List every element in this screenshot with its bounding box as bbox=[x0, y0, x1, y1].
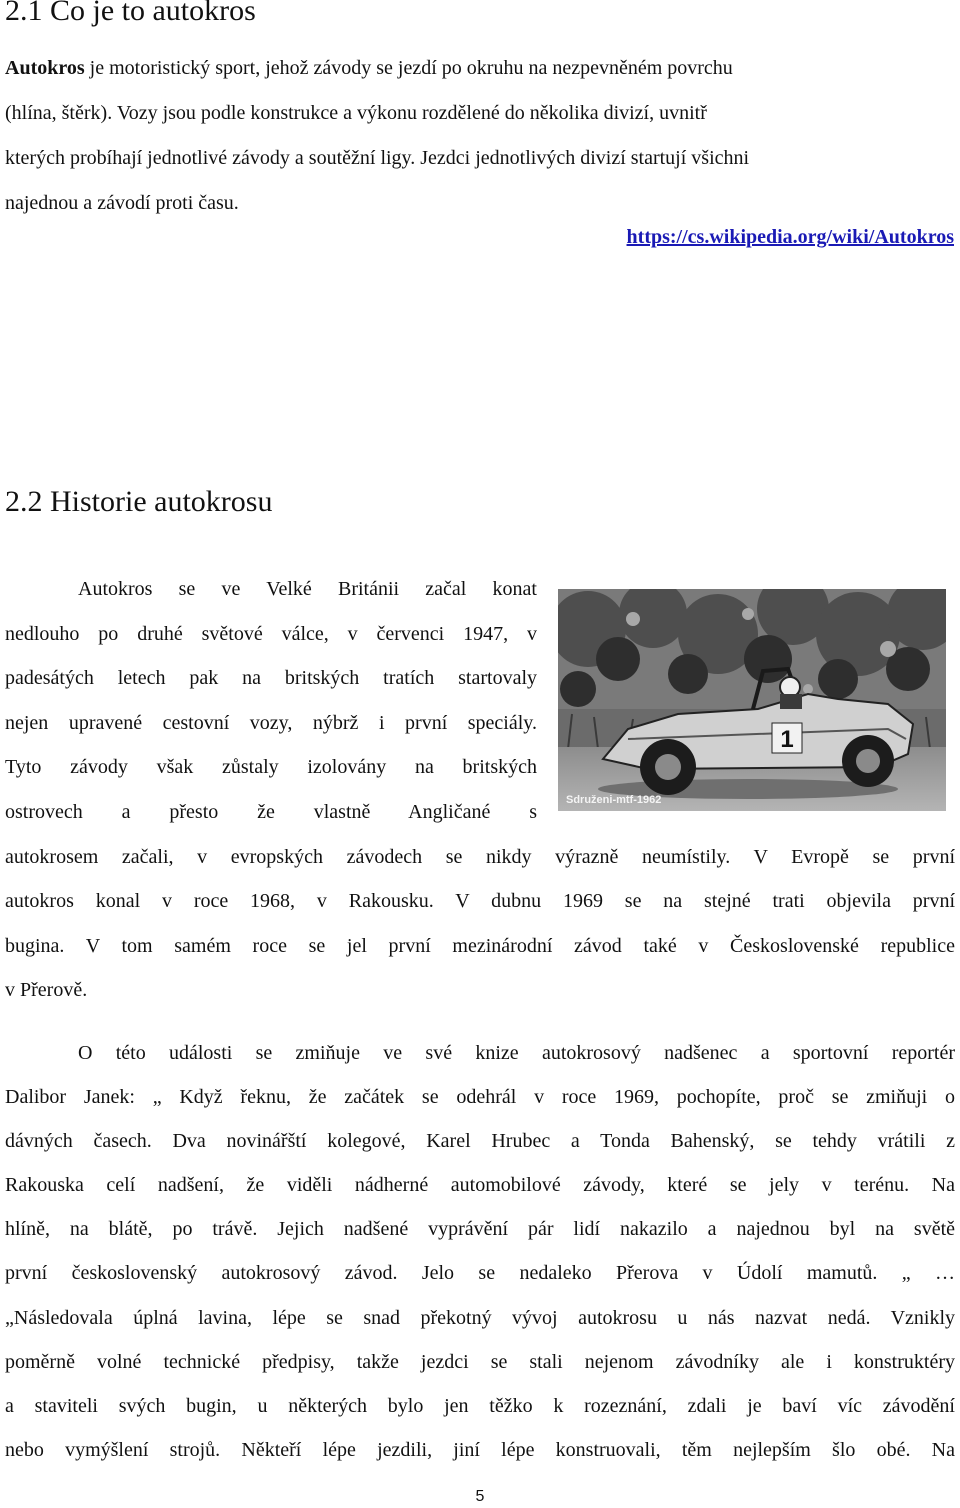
intro-paragraph bbox=[5, 46, 955, 226]
intro-line-4: najednou a závodí proti času. bbox=[5, 192, 239, 214]
text-line: nebo vymýšlení strojů. Někteří lépe jezdili, jiní lépe konstruovali, těm nejlepším šlo obé. Na bbox=[5, 1438, 955, 1461]
text-line: Rakouska celí nadšení, že viděli nádherné automobilové závody, které se jely v terénu. Na bbox=[5, 1174, 955, 1197]
text-line: autokros konal v roce 1968, v Rakousku. V dubnu 1969 se na stejné trati objevila první bbox=[5, 890, 955, 913]
buggy-race-photo bbox=[558, 589, 946, 811]
history-paragraph-2 bbox=[5, 1031, 955, 1472]
wikipedia-source-link[interactable]: https://cs.wikipedia.org/wiki/Autokros bbox=[626, 226, 954, 248]
section-title-history: 2.2 Historie autokrosu bbox=[5, 485, 273, 518]
intro-line-2: (hlína, štěrk). Vozy jsou podle konstrukce a výkonu rozdělené do několika divizí, uvnitř bbox=[5, 102, 707, 124]
race-number: 1 bbox=[780, 726, 794, 753]
term-autokros: Autokros bbox=[5, 57, 85, 79]
text-line: nedlouho po druhé světové válce, v červenci 1947, v bbox=[5, 622, 537, 645]
text-line: první československý autokrosový závod. Jelo se nedaleko Přerova v Údolí mamutů. „ … bbox=[5, 1262, 955, 1285]
text-line: autokrosem začali, v evropských závodech se nikdy výrazně neumístily. V Evropě se první bbox=[5, 845, 955, 868]
intro-line-3: kterých probíhají jednotlivé závody a soutěžní ligy. Jezdci jednotlivých divizí startují všichni bbox=[5, 147, 750, 169]
text-line: poměrně volné technické předpisy, takže jezdci se stali nejenom závodníky ale i konstruktéry bbox=[5, 1350, 955, 1373]
text-line: ostrovech a přesto že vlastně Angličané s bbox=[5, 800, 537, 823]
text-line: bugina. V tom samém roce se jel první mezinárodní závod také v Československé republice bbox=[5, 934, 955, 957]
text-line: O této události se zmiňuje ve své knize autokrosový nadšenec a sportovní reportér bbox=[78, 1042, 955, 1064]
page-number: 5 bbox=[475, 1488, 485, 1505]
buggy-photo-drawing bbox=[558, 589, 946, 811]
text-line: a staviteli svých bugin, u některých bylo jen těžko k rozeznání, zdali je baví víc závodění bbox=[5, 1394, 955, 1417]
photo-watermark: Sdruženi-mtf-1962 bbox=[566, 794, 662, 806]
text-line: Tyto závody však zůstaly izolovány na britských bbox=[5, 756, 537, 779]
text-line: Autokros se ve Velké Británii začal konat bbox=[78, 578, 537, 600]
text-line: „Následovala úplná lavina, lépe se snad překotný vývoj autokrosu u nás nazvat nedá. Vznikly bbox=[5, 1306, 955, 1329]
intro-line-1: Autokros je motoristický sport, jehož závody se jezdí po okruhu na nezpevněném povrchu bbox=[5, 57, 733, 79]
text-line: padesátých letech pak na britských tratích startovaly bbox=[5, 667, 537, 690]
text-line: nejen upravené cestovní vozy, nýbrž i první speciály. bbox=[5, 711, 537, 734]
text-line: dávných časech. Dva novinářští kolegové, Karel Hrubec a Tonda Bahenský, se tehdy vrátili z bbox=[5, 1130, 955, 1153]
section-title-what-is-autocross: 2.1 Co je to autokros bbox=[5, 0, 256, 27]
text-line: Dalibor Janek: „ Když řeknu, že začátek se odehrál v roce 1969, pochopíte, proč se zmiňuji o bbox=[5, 1086, 955, 1109]
text-line: hlíně, na blátě, po trávě. Jejich nadšené vyprávění pár lidí nakazilo a najednou byl na světě bbox=[5, 1218, 955, 1241]
text-line: v Přerově. bbox=[5, 979, 88, 1002]
